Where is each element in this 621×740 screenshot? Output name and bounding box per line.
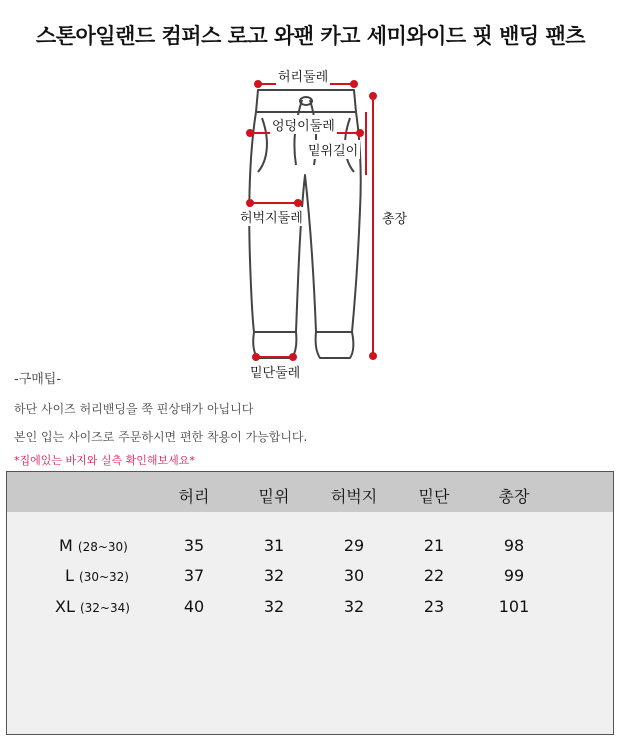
table-cell: 21 — [423, 536, 445, 555]
table-cell: 37 — [183, 566, 205, 585]
row-label-m — [59, 536, 128, 555]
tips-line-3: *집에있는 바지와 실측 확인해보세요* — [14, 454, 195, 467]
tips-heading: -구매팁- — [14, 372, 62, 387]
size-range: (30~32) — [79, 570, 129, 584]
table-cell: 23 — [423, 597, 445, 616]
table-cell: 98 — [503, 536, 525, 555]
table-cell: 30 — [343, 566, 365, 585]
size-name: M — [59, 536, 73, 555]
table-cell: 40 — [183, 597, 205, 616]
tips-line-1: 하단 사이즈 허리밴딩을 쭉 핀상태가 아닙니다 — [14, 402, 254, 416]
table-cell: 32 — [263, 597, 285, 616]
header-rise: 밑위 — [258, 487, 290, 506]
tips-line-2: 본인 입는 사이즈로 주문하시면 편한 착용이 가능합니다. — [14, 430, 308, 444]
label-thigh: 허벅지둘레 — [238, 207, 305, 226]
label-total: 총장 — [380, 208, 409, 227]
table-cell: 22 — [423, 566, 445, 585]
size-table-header — [7, 472, 613, 512]
label-hem: 밑단둘레 — [248, 362, 302, 381]
table-cell: 32 — [263, 566, 285, 585]
table-cell: 101 — [498, 597, 530, 616]
size-range: (32~34) — [79, 601, 130, 615]
row-label-l — [65, 566, 129, 585]
table-cell: 99 — [503, 566, 525, 585]
table-cell: 31 — [263, 536, 285, 555]
table-cell: 35 — [183, 536, 205, 555]
label-waist: 허리둘레 — [276, 66, 330, 85]
header-hem: 밑단 — [418, 487, 450, 506]
row-label-xl — [55, 597, 130, 616]
header-thigh: 허벅지 — [330, 487, 378, 506]
size-table — [6, 471, 614, 735]
header-total: 총장 — [498, 487, 530, 506]
table-cell: 29 — [343, 536, 365, 555]
size-range: (28~30) — [77, 540, 128, 554]
size-name: XL — [55, 597, 75, 616]
label-rise: 밑위길이 — [306, 140, 360, 159]
size-name: L — [65, 566, 74, 585]
header-waist: 허리 — [178, 487, 210, 506]
product-title: 스톤아일랜드 컴퍼스 로고 와팬 카고 세미와이드 핏 밴딩 팬츠 — [35, 24, 586, 48]
label-hip: 엉덩이둘레 — [270, 115, 337, 134]
table-cell: 32 — [343, 597, 365, 616]
